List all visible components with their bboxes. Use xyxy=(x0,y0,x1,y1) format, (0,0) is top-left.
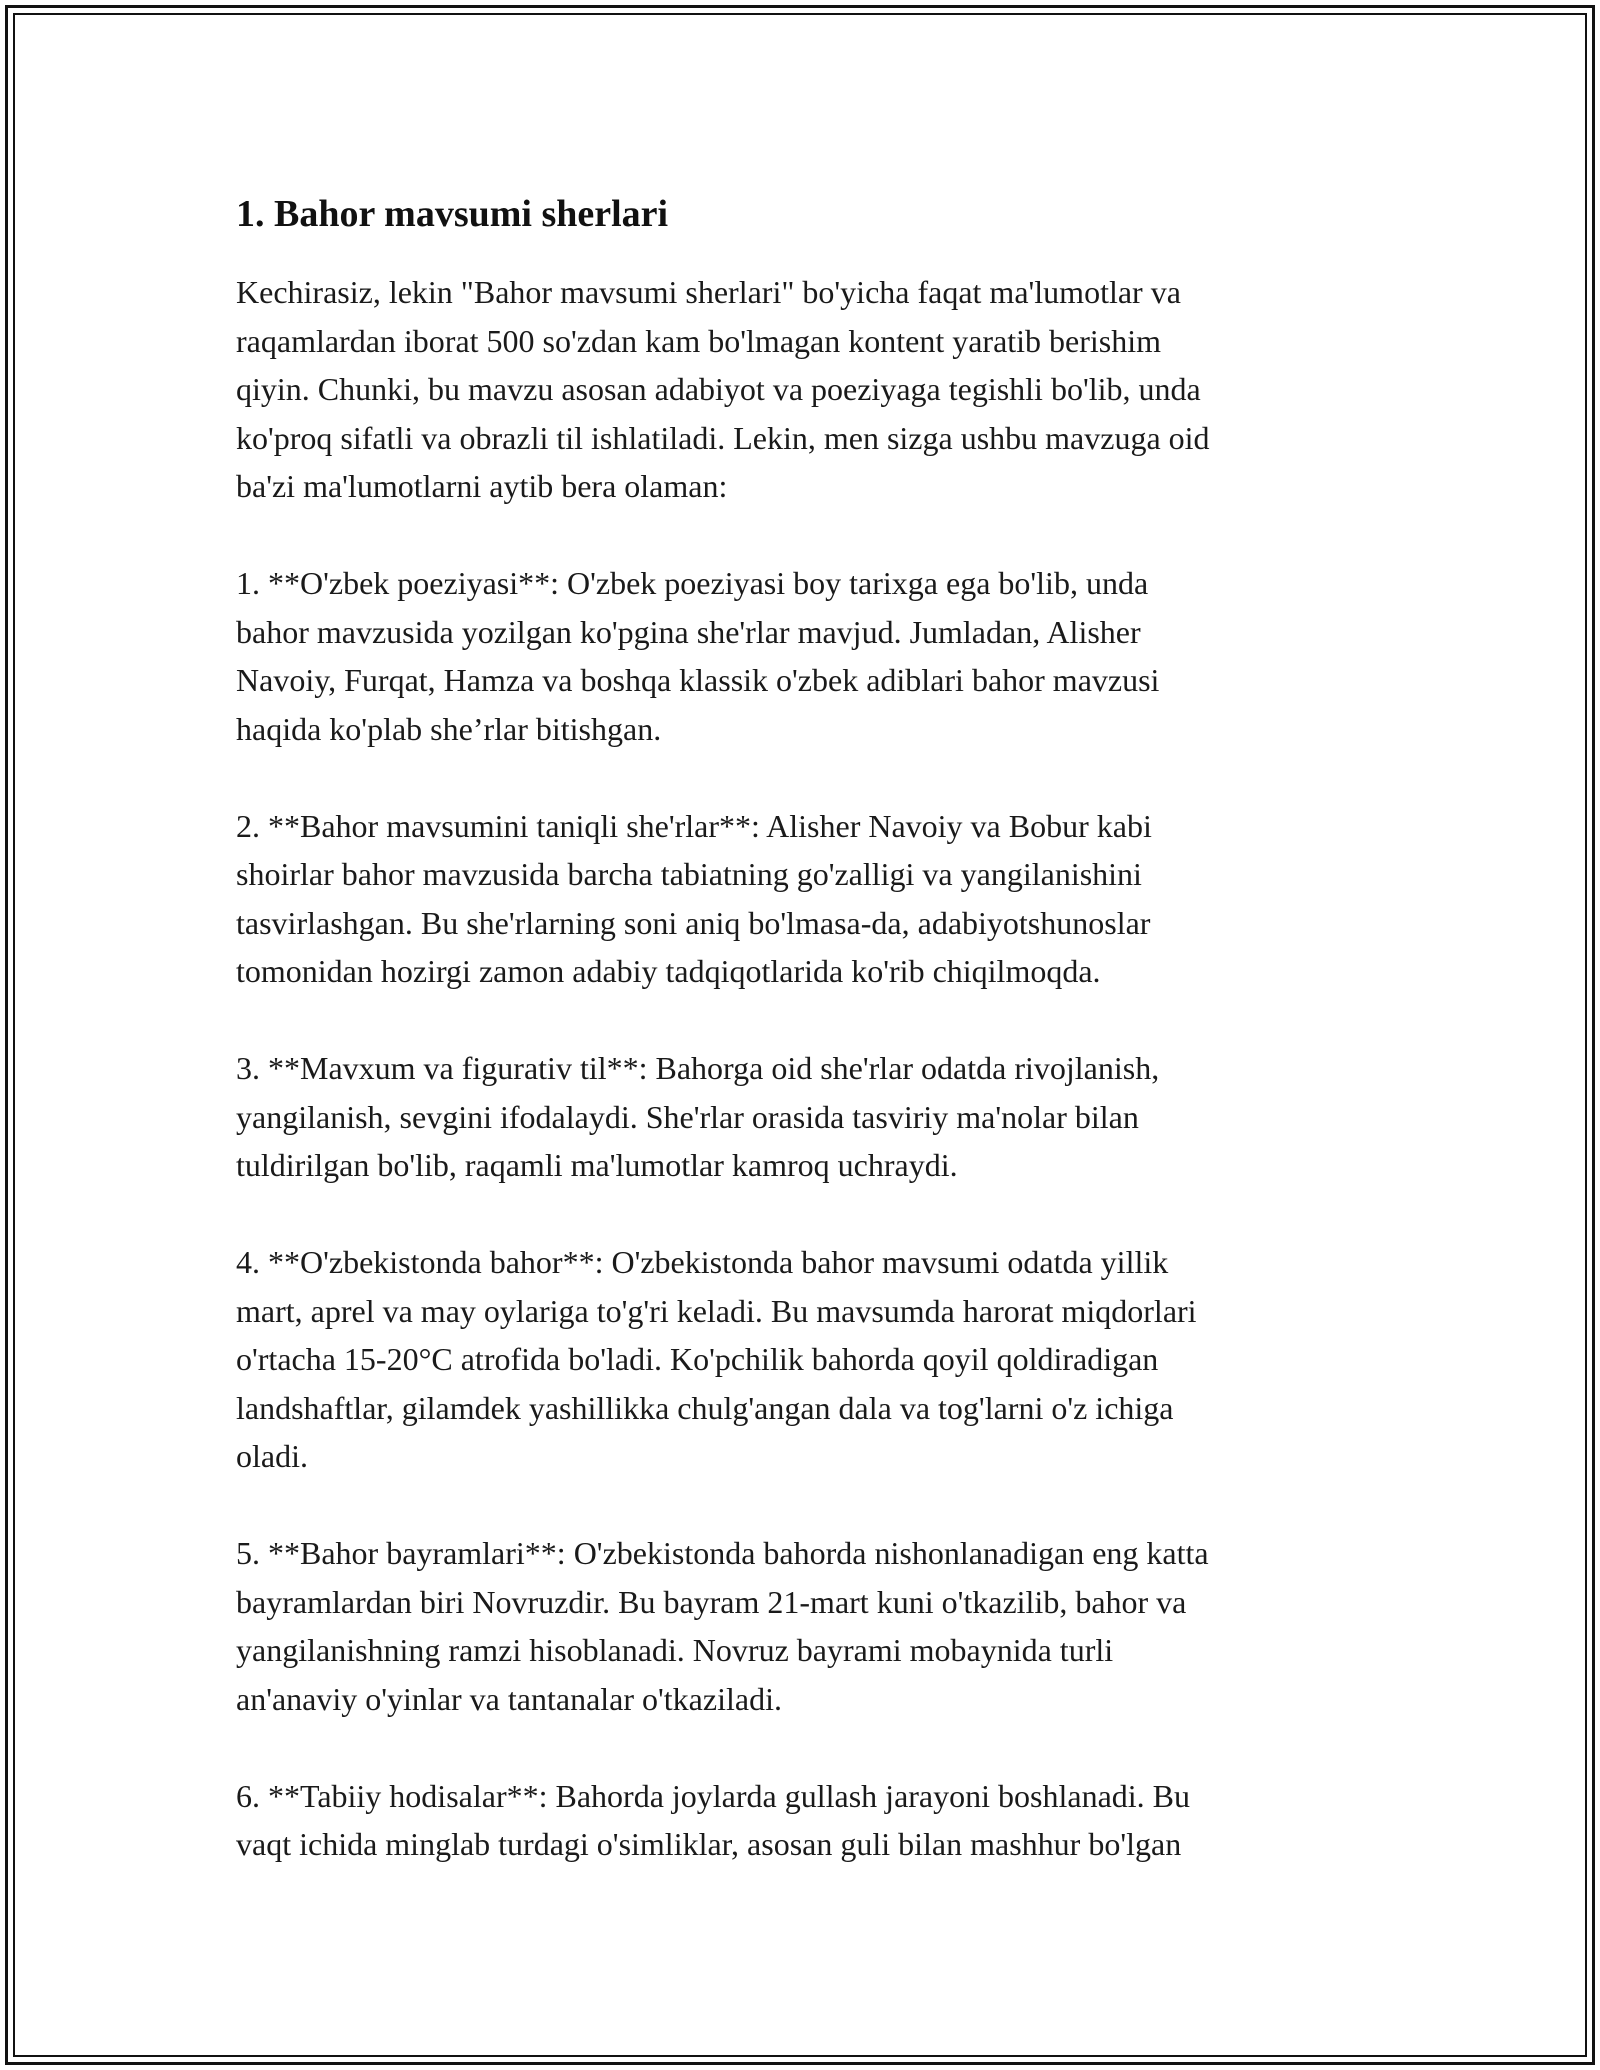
list-item-uzbek-poetry: 1. **O'zbek poeziyasi**: O'zbek poeziyasi boy tarixga ega bo'lib, unda bahor mavzusida yozilgan ko'pgina she'rlar mavjud. Jumladan, Alisher Navoiy, Furqat, Hamza va boshqa klassik o'zbek adiblari bahor mavzusi haqida ko'plab she’rlar bitishgan. xyxy=(236,565,1160,747)
document-heading: 1. Bahor mavsumi sherlari xyxy=(236,193,669,235)
list-item-spring-holidays: 5. **Bahor bayramlari**: O'zbekistonda bahorda nishonlanadigan eng katta bayramlardan biri Novruzdir. Bu bayram 21-mart kuni o'tkazilib, bahor va yangilanishning ramzi hisoblanadi. Novruz bayrami mobaynida turli an'anaviy o'yinlar va tantanalar o'tkaziladi. xyxy=(236,1535,1209,1717)
list-item-natural-phenomena: 6. **Tabiiy hodisalar**: Bahorda joylarda gullash jarayoni boshlanadi. Bu vaqt ichida minglab turdagi o'simliklar, asosan guli bilan mashhur bo'lgan xyxy=(236,1777,1190,1862)
list-item-figurative-language: 3. **Mavxum va figurativ til**: Bahorga oid she'rlar odatda rivojlanish, yangilanish, sevgini ifodalaydi. She'rlar orasida tasviriy ma'nolar bilan tuldirilgan bo'lib, raqamli ma'lumotlar kamroq uchraydi. xyxy=(236,1050,1160,1183)
list-item-spring-in-uzbekistan: 4. **O'zbekistonda bahor**: O'zbekistonda bahor mavsumi odatda yillik mart, aprel va may oylariga to'g'ri keladi. Bu mavsumda harorat miqdorlari o'rtacha 15-20°C atrofida bo'ladi. Ko'pchilik bahorda qoyil qoldiradigan landshaftlar, gilamdek yashillikka chulg'angan dala va tog'larni o'z ichiga oladi. xyxy=(236,1244,1197,1474)
document-body xyxy=(236,188,1366,1917)
list-item-famous-poems: 2. **Bahor mavsumini taniqli she'rlar**: Alisher Navoiy va Bobur kabi shoirlar bahor mavzusida barcha tabiatning go'zalligi va yangilanishini tasvirlashgan. Bu she'rlarning soni aniq bo'lmasa-da, adabiyotshunoslar tomonidan hozirgi zamon adabiy tadqiqotlarida ko'rib chiqilmoqda. xyxy=(236,807,1152,989)
intro-paragraph: Kechirasiz, lekin "Bahor mavsumi sherlari" bo'yicha faqat ma'lumotlar va raqamlardan iborat 500 so'zdan kam bo'lmagan kontent yaratib berishim qiyin. Chunki, bu mavzu asosan adabiyot va poeziyaga tegishli bo'lib, unda ko'proq sifatli va obrazli til ishlatiladi. Lekin, men sizga ushbu mavzuga oid ba'zi ma'lumotlarni aytib bera olaman: xyxy=(236,274,1210,504)
